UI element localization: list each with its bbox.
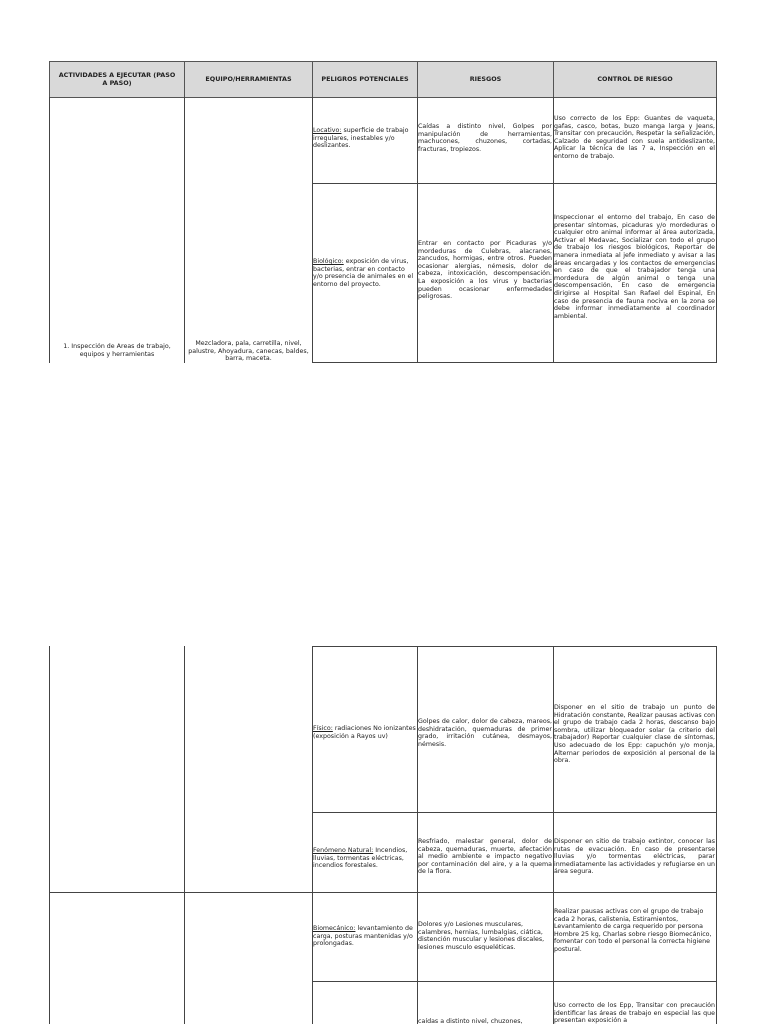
grid-line — [312, 646, 717, 647]
grid-line — [716, 646, 717, 1024]
riesgo-cell: caídas a distinto nivel, chuzones, — [418, 1018, 523, 1025]
control-cell: Uso correcto de los Epp: Guantes de vaqueta, gafas, casco, botas, buzo manga larga y Jeans, Transitar con precaución, Respetar la señalización, Calzado de seguridad con suela antideslizante, Aplicar la técnica de las 7 a, Inspección en el entorno de trabajo. — [554, 115, 715, 160]
header-riesgos: RIESGOS — [417, 61, 554, 98]
peligro-label: Biomecánico: — [313, 925, 356, 932]
header-control: CONTROL DE RIESGO — [553, 61, 717, 98]
grid-line — [49, 892, 717, 893]
activity-cell: 1. Inspección de Áreas de trabajo, equipos y herramientas — [63, 343, 171, 358]
grid-line — [312, 646, 313, 1024]
riesgo-cell: Resfriado, malestar general, dolor de cabeza, quemaduras, muerte, afectación al medio ambiente e impacto negativo por contaminación del aire, y a la quema de la flora. — [418, 838, 552, 876]
peligro-label: Locativo: — [313, 127, 342, 134]
control-cell: Inspeccionar el entorno del trabajo, En caso de presentar síntomas, picaduras y/o mordeduras o cualquier otro animal informar al área autorizada, Activar el Medavac, Socializar con todo el grupo de trabajo los riesgos biológicos, Reportar de manera inmediata al jefe inmediato y avisar a las áreas encargadas y los contactos de emergencias en caso de que el trabajador tenga una mordedura de algún animal o tenga una descompensación, En caso de emergencia dirigirse al Hospital San Rafael del Espinal, En caso de presencia de fauna nociva en la zona se debe informar inmediatamente al coordinador ambiental. — [554, 214, 715, 320]
grid-line — [184, 97, 185, 363]
peligro-cell — [313, 847, 416, 870]
header-peligros: PELIGROS POTENCIALES — [312, 61, 418, 98]
header-equipo: EQUIPO/HERRAMIENTAS — [184, 61, 313, 98]
peligro-text: levantamiento de carga, posturas mantenidas y/o prolongadas. — [313, 925, 413, 948]
control-cell: Disponer en sitio de trabajo extintor, conocer las rutas de evacuación. En caso de presentarse lluvias y/o tormentas eléctricas, parar inmediatamente las actividades y refugiarse en un área segura. — [554, 838, 715, 876]
control-cell: Realizar pausas activas con el grupo de trabajo cada 2 horas, calistenia, Estiramientos, Levantamiento de carga requerido por persona Hombre 25 kg, Charlas sobre riesgo Biomecánico, fomentar con todo el personal la correcta higiene postural. — [554, 908, 712, 953]
grid-line — [716, 97, 717, 363]
grid-line — [553, 646, 554, 1024]
peligro-text: Incendios, lluvias, tormentas eléctricas, incendios forestales. — [313, 847, 408, 870]
peligro-text: radiaciones No ionizantes (exposición a Rayos uv) — [313, 725, 416, 740]
peligro-cell — [313, 127, 416, 150]
grid-line — [312, 183, 717, 184]
equipment-cell: Mezcladora, pala, carretilla, nivel, palustre, Ahoyadura, canecas, baldes, barra, maceta. — [188, 340, 309, 363]
header-actividades: ACTIVIDADES A EJECUTAR (PASO A PASO) — [49, 61, 185, 98]
peligro-label: Fenómeno Natural: — [313, 847, 374, 854]
control-cell: Disponer en el sitio de trabajo un punto de Hidratación constante, Realizar pausas activas con el grupo de trabajo cada 2 horas, descanso bajo sombra, utilizar bloqueador solar (a criterio del trabajador) Reportar cualquier clase de síntomas, Uso adecuado de los Epp: capuchón y/o monja, Alternar periodos de exposición al personal de la obra. — [554, 704, 715, 765]
grid-line — [312, 812, 717, 813]
peligro-text: superficie de trabajo irregulares, inestables y/o deslizantes. — [313, 127, 409, 150]
peligro-cell — [313, 258, 416, 288]
control-cell: Uso correcto de los Epp, Transitar con precaución identificar las áreas de trabajo en especial las que presentan exposición a — [554, 1002, 715, 1025]
grid-line — [49, 97, 50, 363]
peligro-cell — [313, 725, 416, 740]
riesgo-cell: Caídas a distinto nivel, Golpes por manipulación de herramientas, machucones, chuzones, cortadas, fracturas, tropiezos. — [418, 123, 552, 153]
peligro-label: Físico: — [313, 725, 333, 732]
peligro-label: Biológico: — [313, 258, 344, 265]
riesgo-cell: Dolores y/o Lesiones musculares, calambres, hernias, lumbalgias, ciática, distención muscular y lesiones discales, lesiones musculo esqueléticas. — [418, 921, 545, 951]
grid-line — [312, 362, 717, 363]
riesgo-cell: Entrar en contacto por Picaduras y/o mordeduras de Culebras, alacranes, zancudos, hormigas, entre otros. Pueden ocasionar alergias, némesis, dolor de cabeza, intoxicación, descompensación. La exposición a los virus y bacterias pueden ocasionar enfermedades peligrosas. — [418, 240, 552, 301]
grid-line — [417, 646, 418, 1024]
peligro-cell — [313, 925, 416, 948]
grid-line — [49, 646, 50, 1024]
grid-line — [312, 981, 717, 982]
peligro-text: exposición de virus, bacterias, entrar en contacto y/o presencia de animales en el entorno del proyecto. — [313, 258, 414, 288]
riesgo-cell: Golpes de calor, dolor de cabeza, mareos, deshidratación, quemaduras de primer grado, irritación cutánea, desmayos, némesis. — [418, 718, 552, 748]
grid-line — [184, 646, 185, 1024]
